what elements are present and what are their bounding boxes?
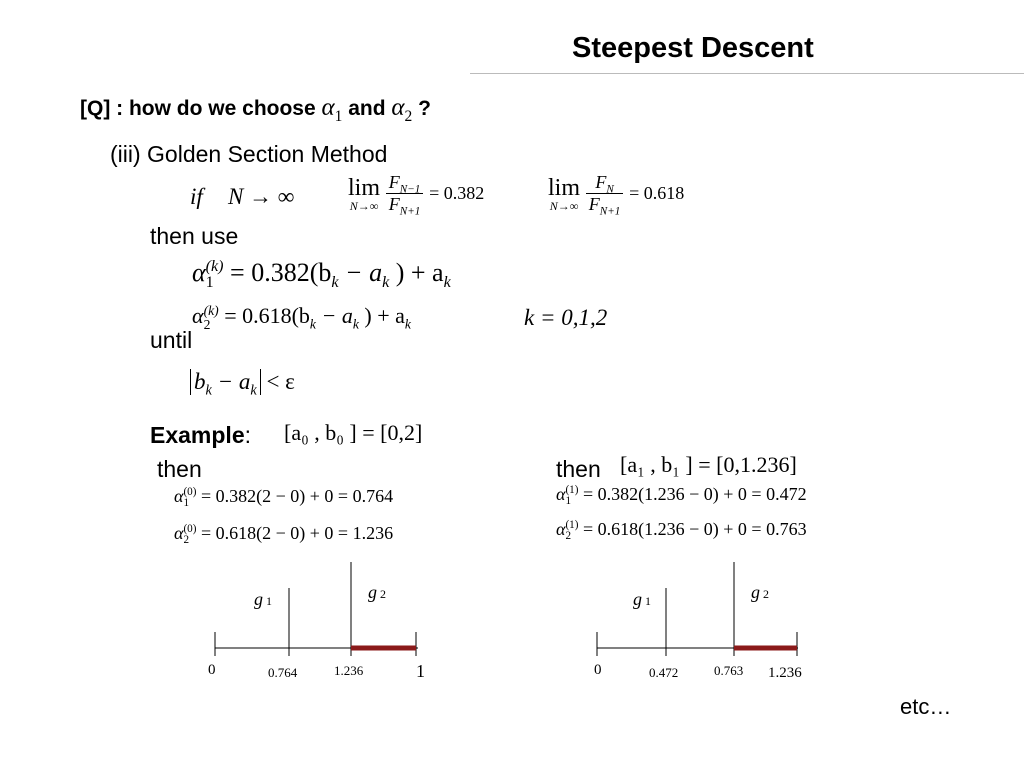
alpha-symbol: $\alpha_1$	[321, 94, 343, 125]
sub-k: k	[382, 274, 390, 292]
cond-eps: < ε	[266, 369, 295, 394]
right-interval: [a₁ , b₁ ] = [0,1.236]	[620, 452, 797, 477]
formula-alpha2: α (k) 2 = $0.618(b_k - a_k$ ) + $a_k$	[192, 303, 411, 332]
diagram2-label-end: 1.236	[768, 665, 802, 681]
alpha2-indices	[204, 304, 219, 331]
diagram1-label-end: 1	[416, 661, 425, 681]
question-and: and	[348, 97, 386, 120]
limit-2-fraction	[586, 172, 624, 218]
sub-k: k	[205, 382, 212, 399]
lim-under: N→∞	[349, 198, 379, 213]
title-rule	[470, 73, 1024, 74]
diagram2-label-g2: 0.763	[714, 663, 744, 678]
sub-k: k	[331, 274, 339, 292]
lim-word: lim	[548, 174, 581, 201]
sup-0: (0)	[183, 485, 197, 498]
sub-k: k	[443, 274, 451, 292]
cond-a: − a	[211, 369, 251, 394]
lim1-num-sub: N−1	[399, 183, 421, 196]
lim-under: N→∞	[549, 198, 579, 213]
lim2-den: F	[588, 194, 600, 214]
sup-0: (0)	[183, 522, 197, 535]
sub-1: 1	[565, 494, 572, 507]
question-line	[80, 94, 431, 125]
lim-word: lim	[348, 174, 381, 201]
left-eq-alpha2: α (0) 2 = 0.618(2 − 0) + 0 = 1.236	[174, 522, 394, 546]
right-eq-alpha1: α (1) 1 = 0.382(1.236 − 0) + 0 = 0.472	[556, 483, 807, 507]
interval-diagram-2	[583, 560, 823, 690]
lim-operator	[348, 176, 380, 212]
example-interval: [a₀ , b₀ ] = [0,2]	[284, 420, 423, 445]
abs-value	[190, 369, 261, 399]
diagram2-g2: g 2	[751, 582, 769, 602]
lim2-num: F	[595, 172, 607, 192]
diagram1-label-g2: 1.236	[334, 663, 364, 678]
until-text: until	[150, 327, 193, 353]
diagram1-g1: g 1	[254, 589, 272, 609]
right-eq-alpha2: α (1) 2 = 0.618(1.236 − 0) + 0 = 0.763	[556, 518, 807, 542]
limit-1	[348, 172, 485, 218]
sub-1: 1	[183, 496, 190, 509]
if-word: if	[190, 184, 203, 209]
formula-alpha1: α (k) 1 = $0.382(b_k - a_k$ ) + $a_k$	[192, 257, 451, 292]
sup-k: (k)	[205, 257, 224, 275]
right-then: then	[556, 456, 601, 482]
formula1-tail: ) + a	[395, 258, 444, 287]
lim2-den-sub: N+1	[599, 205, 621, 218]
diagram1-g2: g 2	[368, 582, 386, 602]
sub-1: 1	[205, 274, 214, 292]
left-eq2-text: = 0.618(2 − 0) + 0 = 1.236	[200, 523, 394, 543]
limit-1-fraction	[386, 172, 424, 218]
formula1-body: = 0.382(b	[230, 258, 332, 287]
sub-k: k	[250, 382, 257, 399]
left-then: then	[157, 456, 202, 482]
stop-condition	[190, 369, 295, 399]
lim-operator	[548, 176, 580, 212]
formula2-body: = 0.618(b	[224, 303, 310, 328]
cond-b: b	[194, 369, 206, 394]
sup-1: (1)	[565, 483, 579, 496]
example-label-line	[150, 422, 251, 449]
sub-k: k	[404, 316, 411, 332]
diagram2-label-g1: 0.472	[649, 665, 679, 680]
diagram1-label-g1: 0.764	[268, 665, 298, 680]
alpha1-indices	[206, 259, 224, 291]
sub-k: k	[352, 316, 359, 332]
formula1-mid: − a	[338, 258, 383, 287]
formula2-mid: − a	[315, 303, 353, 328]
lim1-value: = 0.382	[429, 183, 485, 203]
etc-text: etc…	[900, 694, 952, 719]
right-eq1-text: = 0.382(1.236 − 0) + 0 = 0.472	[582, 484, 807, 504]
sup-k: (k)	[203, 303, 219, 319]
sub-k: k	[309, 316, 316, 332]
alpha2-sub: 2	[404, 108, 413, 125]
alpha-symbol: $\alpha_2$	[391, 94, 413, 125]
page-title: Steepest Descent	[572, 32, 814, 64]
lim2-num-sub: N	[606, 183, 614, 196]
left-eq1-text: = 0.382(2 − 0) + 0 = 0.764	[200, 486, 394, 506]
lim1-den-sub: N+1	[399, 205, 421, 218]
example-label: Example	[150, 422, 245, 448]
limit-condition	[228, 184, 294, 210]
sup-1: (1)	[565, 518, 579, 531]
limit-2	[548, 172, 685, 218]
left-eq-alpha1: α (0) 1 = 0.382(2 − 0) + 0 = 0.764	[174, 485, 394, 509]
method-heading: (iii) Golden Section Method	[110, 141, 388, 167]
example-colon: :	[244, 422, 251, 448]
alpha1-sub: 1	[334, 108, 343, 125]
diagram2-label-0: 0	[594, 662, 602, 678]
question-prefix: [Q] : how do we choose	[80, 97, 316, 120]
interval-diagram-1	[200, 560, 440, 690]
right-eq2-text: = 0.618(1.236 − 0) + 0 = 0.763	[582, 519, 807, 539]
sub-2: 2	[183, 533, 190, 546]
question-suffix: ?	[418, 97, 431, 120]
then-use-text: then use	[150, 223, 239, 249]
diagram2-g1: g 1	[633, 589, 651, 609]
lim2-value: = 0.618	[629, 183, 685, 203]
lim1-num: F	[388, 172, 400, 192]
lim1-den: F	[388, 194, 400, 214]
limit-condition-text: N → ∞	[228, 184, 295, 209]
sub-2: 2	[565, 529, 572, 542]
sub-2: 2	[203, 316, 211, 332]
k-range: k = 0,1,2	[524, 305, 608, 330]
formula2-tail: ) + a	[364, 303, 405, 328]
diagram1-label-0: 0	[208, 662, 216, 678]
